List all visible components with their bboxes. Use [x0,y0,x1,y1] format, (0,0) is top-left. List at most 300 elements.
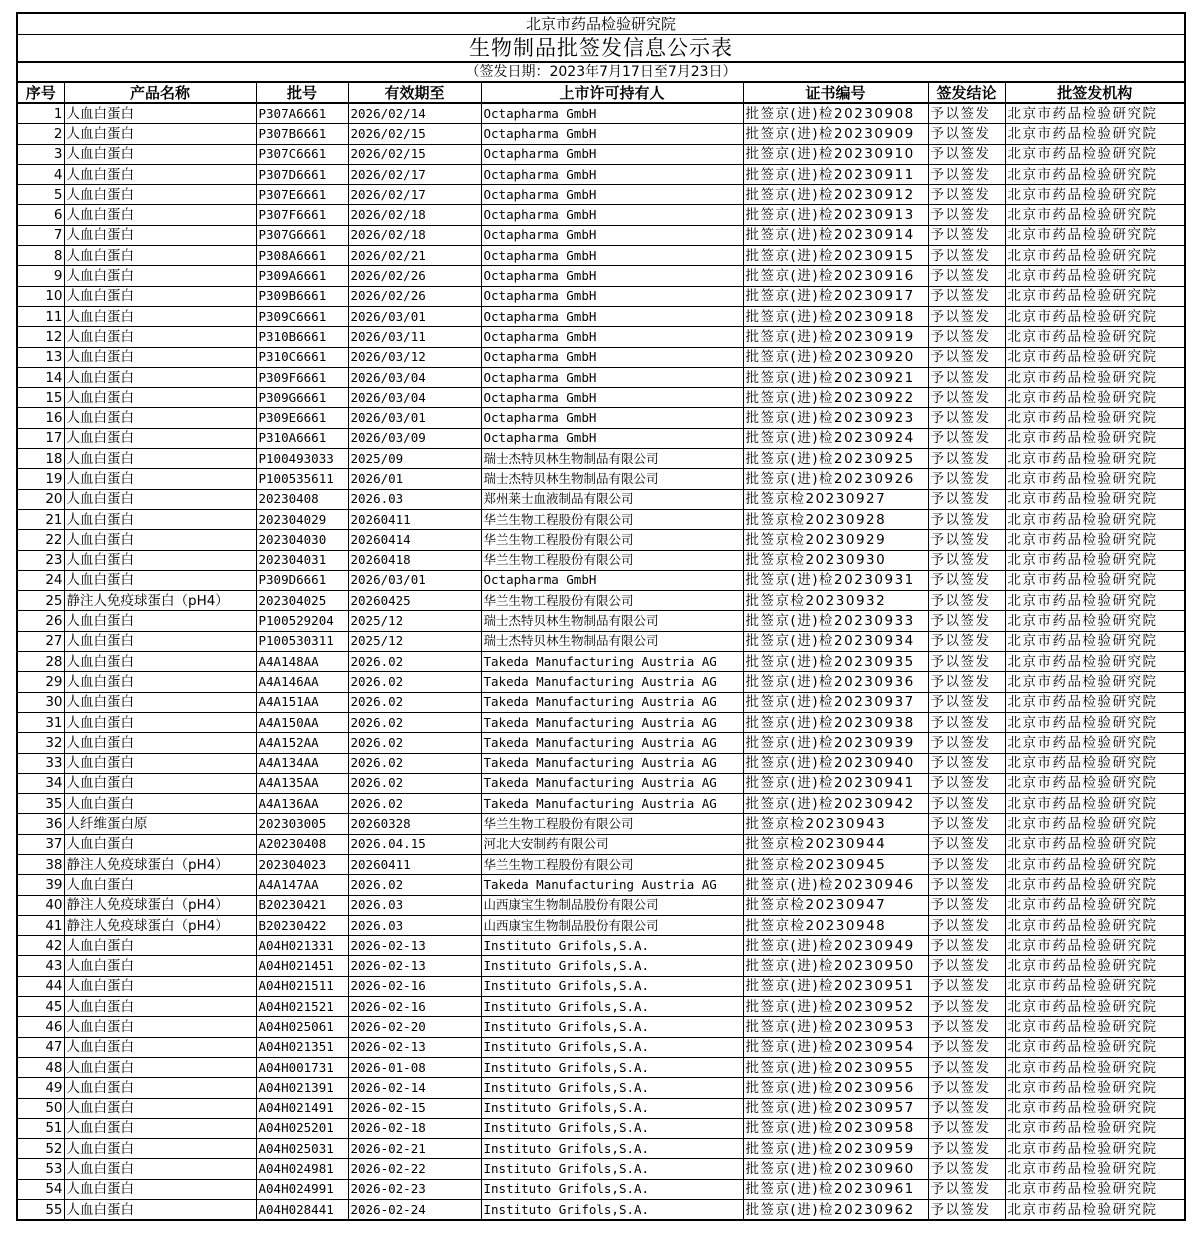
table-row [17,834,1185,854]
release-agency: 北京市药品检验研究院 [1005,246,1185,266]
certificate-number: 批签京(进)检20230914 [743,225,928,245]
table-row [17,103,1185,124]
certificate-number: 批签京(进)检20230936 [743,672,928,692]
product-name: 人血白蛋白 [64,753,256,773]
expiry-date: 2026/02/18 [348,225,481,245]
expiry-date: 2026.03 [348,895,481,915]
certificate-number: 批签京(进)检20230938 [743,712,928,732]
batch-number: A4A147AA [256,875,348,895]
row-index: 27 [17,631,64,651]
release-conclusion: 予以签发 [928,692,1005,712]
table-row [17,915,1185,935]
product-name: 人血白蛋白 [64,144,256,164]
release-conclusion: 予以签发 [928,1037,1005,1057]
product-name: 人血白蛋白 [64,570,256,590]
license-holder: Instituto Grifols,S.A. [481,1017,743,1037]
license-holder: Octapharma GmbH [481,225,743,245]
batch-number: A4A134AA [256,753,348,773]
license-holder: 华兰生物工程股份有限公司 [481,854,743,874]
release-agency: 北京市药品检验研究院 [1005,794,1185,814]
table-row [17,1118,1185,1138]
row-index: 29 [17,672,64,692]
release-conclusion: 予以签发 [928,1017,1005,1037]
product-name: 人血白蛋白 [64,103,256,124]
release-conclusion: 予以签发 [928,1139,1005,1159]
license-holder: 河北大安制药有限公司 [481,834,743,854]
certificate-number: 批签京(进)检20230926 [743,469,928,489]
release-agency: 北京市药品检验研究院 [1005,164,1185,184]
batch-number: P307C6661 [256,144,348,164]
row-index: 23 [17,550,64,570]
release-conclusion: 予以签发 [928,591,1005,611]
release-conclusion: 予以签发 [928,428,1005,448]
expiry-date: 2026.02 [348,672,481,692]
batch-number: P100493033 [256,449,348,469]
expiry-date: 2025/09 [348,449,481,469]
license-holder: Takeda Manufacturing Austria AG [481,753,743,773]
product-name: 人血白蛋白 [64,1118,256,1138]
release-conclusion: 予以签发 [928,1118,1005,1138]
expiry-date: 2026.02 [348,794,481,814]
product-name: 人血白蛋白 [64,509,256,529]
row-index: 18 [17,449,64,469]
column-header-batch: 批号 [256,82,348,103]
expiry-date: 2026-02-21 [348,1139,481,1159]
table-row [17,205,1185,225]
release-agency: 北京市药品检验研究院 [1005,854,1185,874]
row-index: 34 [17,773,64,793]
release-agency: 北京市药品检验研究院 [1005,185,1185,205]
product-name: 人血白蛋白 [64,469,256,489]
expiry-date: 2026/03/11 [348,327,481,347]
title-row [17,35,1185,63]
table-row [17,570,1185,590]
certificate-number: 批签京检20230945 [743,854,928,874]
row-index: 49 [17,1078,64,1098]
license-holder: Octapharma GmbH [481,570,743,590]
row-index: 24 [17,570,64,590]
table-row [17,489,1185,509]
release-agency: 北京市药品检验研究院 [1005,712,1185,732]
release-agency: 北京市药品检验研究院 [1005,286,1185,306]
release-agency: 北京市药品检验研究院 [1005,509,1185,529]
license-holder: Octapharma GmbH [481,428,743,448]
table-row [17,1098,1185,1118]
table-row [17,652,1185,672]
table-row [17,347,1185,367]
license-holder: Octapharma GmbH [481,327,743,347]
certificate-number: 批签京(进)检20230956 [743,1078,928,1098]
release-agency: 北京市药品检验研究院 [1005,1118,1185,1138]
release-conclusion: 予以签发 [928,1057,1005,1077]
product-name: 人血白蛋白 [64,225,256,245]
table-row [17,591,1185,611]
batch-number: P100535611 [256,469,348,489]
release-agency: 北京市药品检验研究院 [1005,144,1185,164]
batch-number: A4A136AA [256,794,348,814]
release-conclusion: 予以签发 [928,652,1005,672]
column-header-index: 序号 [17,82,64,103]
table-row [17,225,1185,245]
row-index: 15 [17,388,64,408]
certificate-number: 批签京(进)检20230955 [743,1057,928,1077]
organization-row [17,13,1185,35]
release-agency: 北京市药品检验研究院 [1005,1200,1185,1221]
certificate-number: 批签京(进)检20230924 [743,428,928,448]
product-name: 人血白蛋白 [64,1159,256,1179]
table-row [17,1017,1185,1037]
release-conclusion: 予以签发 [928,1078,1005,1098]
release-agency: 北京市药品检验研究院 [1005,956,1185,976]
product-name: 人血白蛋白 [64,794,256,814]
expiry-date: 2026.04.15 [348,834,481,854]
table-row [17,327,1185,347]
release-conclusion: 予以签发 [928,753,1005,773]
row-index: 25 [17,591,64,611]
row-index: 19 [17,469,64,489]
batch-number: B20230421 [256,895,348,915]
row-index: 35 [17,794,64,814]
batch-number: A4A148AA [256,652,348,672]
release-conclusion: 予以签发 [928,469,1005,489]
release-agency: 北京市药品检验研究院 [1005,1179,1185,1199]
row-index: 44 [17,976,64,996]
certificate-number: 批签京(进)检20230919 [743,327,928,347]
release-conclusion: 予以签发 [928,976,1005,996]
batch-number: A04H021351 [256,1037,348,1057]
expiry-date: 2026.02 [348,753,481,773]
date-range-row [17,62,1185,82]
product-name: 人血白蛋白 [64,347,256,367]
certificate-number: 批签京(进)检20230933 [743,611,928,631]
table-row [17,611,1185,631]
expiry-date: 2026/02/15 [348,144,481,164]
release-agency: 北京市药品检验研究院 [1005,124,1185,144]
product-name: 人血白蛋白 [64,956,256,976]
release-agency: 北京市药品检验研究院 [1005,428,1185,448]
batch-number: A04H025061 [256,1017,348,1037]
table-row [17,895,1185,915]
release-conclusion: 予以签发 [928,164,1005,184]
column-header-certificate: 证书编号 [743,82,928,103]
license-holder: 华兰生物工程股份有限公司 [481,530,743,550]
license-holder: Octapharma GmbH [481,144,743,164]
license-holder: Instituto Grifols,S.A. [481,1139,743,1159]
organization-title: 北京市药品检验研究院 [17,13,1185,35]
release-agency: 北京市药品检验研究院 [1005,550,1185,570]
table-row [17,794,1185,814]
row-index: 11 [17,306,64,326]
batch-number: 202304023 [256,854,348,874]
product-name: 静注人免疫球蛋白（pH4） [64,854,256,874]
expiry-date: 2026-02-13 [348,1037,481,1057]
license-holder: Takeda Manufacturing Austria AG [481,794,743,814]
table-row [17,124,1185,144]
row-index: 4 [17,164,64,184]
release-agency: 北京市药品检验研究院 [1005,489,1185,509]
license-holder: Instituto Grifols,S.A. [481,1179,743,1199]
row-index: 9 [17,266,64,286]
expiry-date: 2026-02-16 [348,976,481,996]
batch-number: A4A151AA [256,692,348,712]
certificate-number: 批签京(进)检20230951 [743,976,928,996]
license-holder: 郑州莱士血液制品有限公司 [481,489,743,509]
release-conclusion: 予以签发 [928,672,1005,692]
batch-number: A04H028441 [256,1200,348,1221]
release-conclusion: 予以签发 [928,327,1005,347]
license-holder: Octapharma GmbH [481,408,743,428]
batch-number: P309G6661 [256,388,348,408]
product-name: 人血白蛋白 [64,1098,256,1118]
table-row [17,753,1185,773]
certificate-number: 批签京(进)检20230925 [743,449,928,469]
certificate-number: 批签京(进)检20230934 [743,631,928,651]
batch-number: P309C6661 [256,306,348,326]
release-conclusion: 予以签发 [928,611,1005,631]
expiry-date: 2026.03 [348,489,481,509]
expiry-date: 2026/03/01 [348,570,481,590]
row-index: 45 [17,997,64,1017]
expiry-date: 2026/03/01 [348,306,481,326]
table-row [17,449,1185,469]
table-row [17,469,1185,489]
table-row [17,1078,1185,1098]
license-holder: Instituto Grifols,S.A. [481,936,743,956]
expiry-date: 2026.02 [348,712,481,732]
batch-number: P307G6661 [256,225,348,245]
product-name: 人血白蛋白 [64,692,256,712]
license-holder: Instituto Grifols,S.A. [481,1118,743,1138]
product-name: 人血白蛋白 [64,449,256,469]
expiry-date: 2026/02/21 [348,246,481,266]
expiry-date: 2026.02 [348,773,481,793]
expiry-date: 2026-02-20 [348,1017,481,1037]
release-agency: 北京市药品检验研究院 [1005,327,1185,347]
product-name: 人血白蛋白 [64,388,256,408]
expiry-date: 20260411 [348,509,481,529]
table-row [17,1179,1185,1199]
batch-number: 202304029 [256,509,348,529]
batch-number: A04H001731 [256,1057,348,1077]
row-index: 6 [17,205,64,225]
release-agency: 北京市药品检验研究院 [1005,225,1185,245]
certificate-number: 批签京(进)检20230950 [743,956,928,976]
batch-number: A4A135AA [256,773,348,793]
row-index: 50 [17,1098,64,1118]
release-conclusion: 予以签发 [928,712,1005,732]
license-holder: Octapharma GmbH [481,185,743,205]
release-conclusion: 予以签发 [928,103,1005,124]
certificate-number: 批签京(进)检20230958 [743,1118,928,1138]
product-name: 人血白蛋白 [64,246,256,266]
expiry-date: 2026.02 [348,692,481,712]
expiry-date: 2026-02-23 [348,1179,481,1199]
license-holder: Instituto Grifols,S.A. [481,1098,743,1118]
license-holder: Octapharma GmbH [481,347,743,367]
license-holder: Octapharma GmbH [481,103,743,124]
certificate-number: 批签京(进)检20230952 [743,997,928,1017]
release-agency: 北京市药品检验研究院 [1005,814,1185,834]
product-name: 人血白蛋白 [64,976,256,996]
release-agency: 北京市药品检验研究院 [1005,895,1185,915]
product-name: 人血白蛋白 [64,1037,256,1057]
certificate-number: 批签京(进)检20230910 [743,144,928,164]
release-conclusion: 予以签发 [928,286,1005,306]
expiry-date: 20260328 [348,814,481,834]
release-agency: 北京市药品检验研究院 [1005,976,1185,996]
expiry-date: 2026-02-22 [348,1159,481,1179]
batch-number: A4A150AA [256,712,348,732]
product-name: 人血白蛋白 [64,1057,256,1077]
release-conclusion: 予以签发 [928,997,1005,1017]
certificate-number: 批签京(进)检20230912 [743,185,928,205]
release-agency: 北京市药品检验研究院 [1005,1098,1185,1118]
product-name: 静注人免疫球蛋白（pH4） [64,591,256,611]
license-holder: Instituto Grifols,S.A. [481,1037,743,1057]
batch-number: P100529204 [256,611,348,631]
license-holder: 华兰生物工程股份有限公司 [481,550,743,570]
release-agency: 北京市药品检验研究院 [1005,936,1185,956]
expiry-date: 20260425 [348,591,481,611]
release-conclusion: 予以签发 [928,1200,1005,1221]
product-name: 人血白蛋白 [64,124,256,144]
certificate-number: 批签京(进)检20230939 [743,733,928,753]
release-conclusion: 予以签发 [928,408,1005,428]
product-name: 人血白蛋白 [64,1017,256,1037]
release-conclusion: 予以签发 [928,1159,1005,1179]
column-header-product: 产品名称 [64,82,256,103]
expiry-date: 2025/12 [348,611,481,631]
expiry-date: 2026/03/01 [348,408,481,428]
release-conclusion: 予以签发 [928,124,1005,144]
certificate-number: 批签京(进)检20230921 [743,367,928,387]
certificate-number: 批签京(进)检20230915 [743,246,928,266]
release-agency: 北京市药品检验研究院 [1005,306,1185,326]
table-row [17,936,1185,956]
release-conclusion: 予以签发 [928,367,1005,387]
row-index: 52 [17,1139,64,1159]
product-name: 人血白蛋白 [64,652,256,672]
row-index: 42 [17,936,64,956]
release-agency: 北京市药品检验研究院 [1005,449,1185,469]
table-row [17,144,1185,164]
row-index: 53 [17,1159,64,1179]
table-row [17,164,1185,184]
batch-number: P307E6661 [256,185,348,205]
batch-number: B20230422 [256,915,348,935]
release-agency: 北京市药品检验研究院 [1005,834,1185,854]
table-row [17,814,1185,834]
batch-number: 202304025 [256,591,348,611]
batch-number: P309E6661 [256,408,348,428]
license-holder: Octapharma GmbH [481,205,743,225]
product-name: 人血白蛋白 [64,185,256,205]
batch-number: P309A6661 [256,266,348,286]
license-holder: Instituto Grifols,S.A. [481,1200,743,1221]
certificate-number: 批签京(进)检20230957 [743,1098,928,1118]
release-conclusion: 予以签发 [928,875,1005,895]
release-agency: 北京市药品检验研究院 [1005,1037,1185,1057]
expiry-date: 2026-01-08 [348,1057,481,1077]
product-name: 人血白蛋白 [64,773,256,793]
release-agency: 北京市药品检验研究院 [1005,1139,1185,1159]
table-row [17,692,1185,712]
batch-number: A4A146AA [256,672,348,692]
release-agency: 北京市药品检验研究院 [1005,266,1185,286]
certificate-number: 批签京(进)检20230916 [743,266,928,286]
row-index: 32 [17,733,64,753]
license-holder: 华兰生物工程股份有限公司 [481,509,743,529]
expiry-date: 2026-02-15 [348,1098,481,1118]
expiry-date: 2026/02/17 [348,164,481,184]
license-holder: Octapharma GmbH [481,266,743,286]
product-name: 人血白蛋白 [64,733,256,753]
table-row [17,286,1185,306]
batch-number: P310C6661 [256,347,348,367]
expiry-date: 2026/02/26 [348,266,481,286]
table-row [17,367,1185,387]
product-name: 人血白蛋白 [64,936,256,956]
batch-number: P307B6661 [256,124,348,144]
release-agency: 北京市药品检验研究院 [1005,611,1185,631]
certificate-number: 批签京(进)检20230911 [743,164,928,184]
release-agency: 北京市药品检验研究院 [1005,530,1185,550]
batch-number: P309D6661 [256,570,348,590]
expiry-date: 2026/02/18 [348,205,481,225]
certificate-number: 批签京(进)检20230922 [743,388,928,408]
release-agency: 北京市药品检验研究院 [1005,347,1185,367]
batch-number: P309B6661 [256,286,348,306]
expiry-date: 2026/03/04 [348,388,481,408]
table-row [17,550,1185,570]
date-range: （签发日期：2023年7月17日至7月23日） [17,62,1185,82]
expiry-date: 20260418 [348,550,481,570]
product-name: 人血白蛋白 [64,712,256,732]
expiry-date: 2026.03 [348,915,481,935]
certificate-number: 批签京(进)检20230941 [743,773,928,793]
expiry-date: 2026-02-13 [348,956,481,976]
license-holder: 山西康宝生物制品股份有限公司 [481,915,743,935]
expiry-date: 2026/02/26 [348,286,481,306]
product-name: 人血白蛋白 [64,205,256,225]
product-name: 人血白蛋白 [64,672,256,692]
certificate-number: 批签京(进)检20230942 [743,794,928,814]
batch-number: P308A6661 [256,246,348,266]
license-holder: 山西康宝生物制品股份有限公司 [481,895,743,915]
batch-number: 20230408 [256,489,348,509]
license-holder: Instituto Grifols,S.A. [481,1078,743,1098]
product-name: 静注人免疫球蛋白（pH4） [64,895,256,915]
release-agency: 北京市药品检验研究院 [1005,915,1185,935]
batch-number: 202303005 [256,814,348,834]
table-row [17,530,1185,550]
row-index: 26 [17,611,64,631]
license-holder: Takeda Manufacturing Austria AG [481,773,743,793]
batch-number: P309F6661 [256,367,348,387]
release-conclusion: 予以签发 [928,246,1005,266]
batch-number: A04H021451 [256,956,348,976]
license-holder: Octapharma GmbH [481,306,743,326]
expiry-date: 2026/02/15 [348,124,481,144]
license-holder: Takeda Manufacturing Austria AG [481,672,743,692]
row-index: 20 [17,489,64,509]
row-index: 21 [17,509,64,529]
certificate-number: 批签京检20230943 [743,814,928,834]
table-row [17,631,1185,651]
row-index: 37 [17,834,64,854]
certificate-number: 批签京检20230947 [743,895,928,915]
expiry-date: 2026-02-24 [348,1200,481,1221]
